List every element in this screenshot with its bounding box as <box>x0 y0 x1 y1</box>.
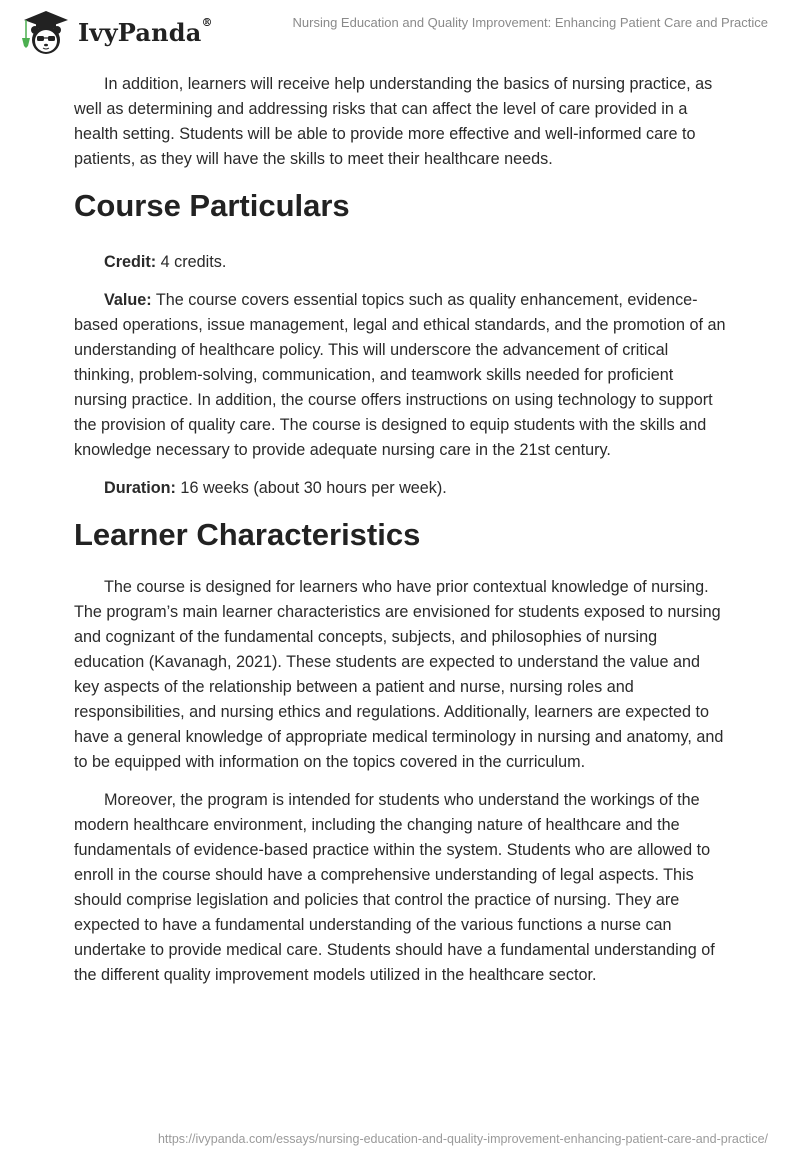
credit-paragraph <box>74 250 726 275</box>
value-text: The course covers essential topics such as quality enhancement, evidence-based operations, issue management, legal and ethical standards, and the promotion of an understanding of healthcare policy. This will underscore the advancement of critical thinking, problem-solving, communication, and teamwork skills needed for proficient nursing practice. In addition, the course offers instructions on using technology to support the provision of quality care. The course is designed to equip students with the skills and knowledge necessary to provide adequate nursing care in the 21st century. <box>74 291 726 459</box>
page-header <box>0 0 800 60</box>
value-label: Value: <box>104 291 152 309</box>
logo-text: IvyPanda® <box>78 15 213 47</box>
duration-value: 16 weeks (about 30 hours per week). <box>175 479 447 497</box>
section-heading-learner-characteristics: Learner Characteristics <box>74 517 421 552</box>
essay-content <box>74 72 726 988</box>
section-heading-course-particulars: Course Particulars <box>74 188 350 223</box>
panda-graduate-icon <box>16 8 72 56</box>
ivypanda-logo[interactable] <box>16 8 213 56</box>
credit-label: Credit: <box>104 253 157 271</box>
value-paragraph <box>74 288 726 463</box>
duration-paragraph <box>74 476 726 501</box>
credit-value: 4 credits. <box>156 253 227 271</box>
duration-label: Duration: <box>104 479 176 497</box>
learner-paragraph-1: The course is designed for learners who have prior contextual knowledge of nursing. The program’s main learner characteristics are envisioned for students exposed to nursing and cognizant of the fundamental concepts, subjects, and philosophies of nursing education (Kavanagh, 2021). These students are expected to understand the value and key aspects of the relationship between a patient and nurse, nursing roles and responsibilities, and nursing ethics and regulations. Additionally, learners are expected to have a general knowledge of appropriate medical terminology in nursing and anatomy, and to be equipped with information on the topics covered in the curriculum. <box>74 578 724 771</box>
intro-paragraph: In addition, learners will receive help understanding the basics of nursing practice, as well as determining and addressing risks that can affect the level of care provided in a health setting. Students will be able to provide more effective and well-informed care to patients, as they will have the skills to meet their healthcare needs. <box>74 75 713 168</box>
learner-paragraph-2: Moreover, the program is intended for students who understand the workings of the modern healthcare environment, including the changing nature of healthcare and the fundamentals of evidence-based practice within the system. Students who are allowed to enroll in the course should have a comprehensive understanding of legal aspects. This should comprise legislation and policies that control the practice of nursing. They are expected to have a fundamental understanding of the various functions a nurse can undertake to provide medical care. Students should have a fundamental understanding of the different quality improvement models utilized in the healthcare sector. <box>74 791 715 984</box>
source-url[interactable]: https://ivypanda.com/essays/nursing-education-and-quality-improvement-enhancing-patient-care-and-practice/ <box>157 1132 768 1146</box>
document-title: Nursing Education and Quality Improvement: Enhancing Patient Care and Practice <box>292 15 768 30</box>
